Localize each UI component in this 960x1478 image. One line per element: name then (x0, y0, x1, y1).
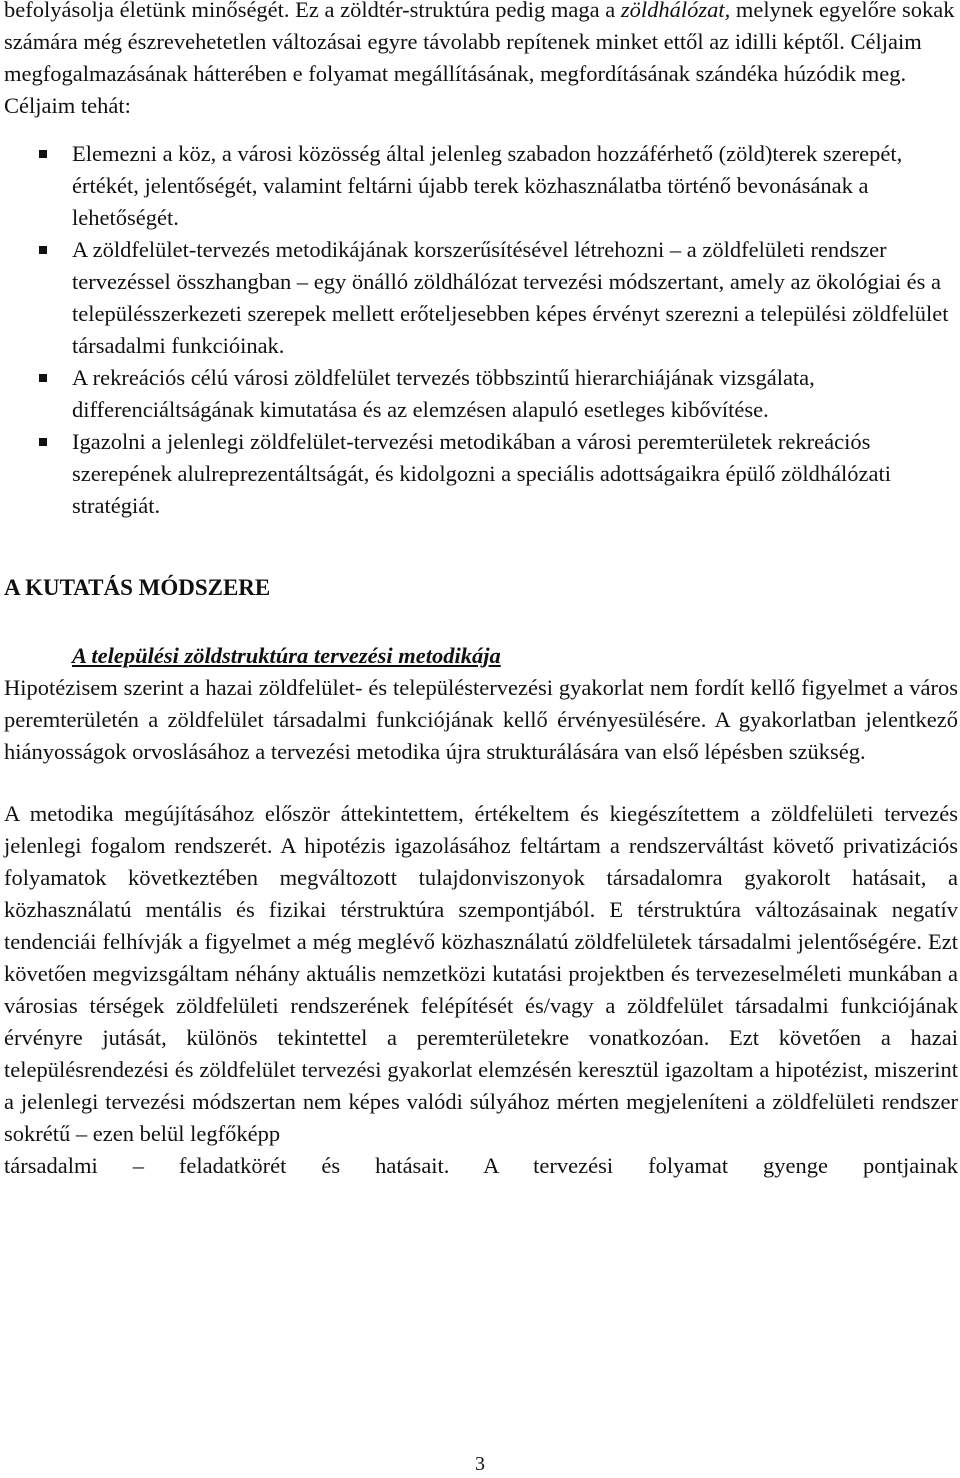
goals-list (4, 138, 958, 522)
square-bullet-icon (39, 374, 47, 382)
hypothesis-paragraph: Hipotézisem szerint a hazai zöldfelület- és településtervezési gyakorlat nem fordít kellő figyelmet a város peremterületén a zöldfelület társadalmi funkciójának kellő érvényesülésére. A gyakorlatban jelentkező hiányosságok orvoslásához a tervezési metodika újra strukturálására van első lépésben szükség. (4, 675, 958, 764)
goal-text: A zöldfelület-tervezés metodikájának korszerűsítésével létrehozni – a zöldfelületi rendszer tervezéssel összhangban – egy önálló zöldhálózat tervezési módszertant, amely az ökológiai és a településszerkezeti szerepek mellett erőteljesebben képes érvényt szerezni a települési zöldfelület társadalmi funkcióinak. (72, 237, 949, 358)
goal-item (4, 362, 958, 426)
goal-text: Elemezni a köz, a városi közösség által jelenleg szabadon hozzáférhető (zöld)terek szerepét, értékét, jelentőségét, valamint feltárni újabb terek közhasználatba történő bevonásának a lehetőségét. (72, 141, 903, 230)
document-page (4, 0, 958, 1182)
goal-text: A rekreációs célú városi zöldfelület tervezés többszintű hierarchiájának vizsgálata, differenciáltságának kimutatása és az elemzésen alapuló esetleges kibővítése. (72, 365, 815, 422)
intro-italic-term: zöldhálózat, (620, 0, 731, 22)
page-number: 3 (475, 1453, 485, 1475)
method-paragraph-last-line: társadalmi – feladatkörét és hatásait. A tervezési folyamat gyenge pontjainak (4, 1153, 958, 1178)
intro-text-2: melynek egyelőre sokak számára még észrevehetetlen változásai egyre távolabb repítenek minket ettől az idilli képtől. Céljaim megfogalmazásának hátterében e folyamat megállításának, megfordításának szándéka húzódik meg. Céljaim tehát: (4, 0, 955, 118)
paragraph-gap (4, 768, 958, 798)
goal-item (4, 138, 958, 234)
square-bullet-icon (39, 150, 47, 158)
square-bullet-icon (39, 438, 47, 446)
subsection-heading: A települési zöldstruktúra tervezési metodikája (72, 643, 501, 668)
intro-paragraph (4, 0, 958, 122)
goal-text: Igazolni a jelenlegi zöldfelület-tervezési metodikában a városi peremterületek rekreációs szerepének alulreprezentáltságát, és kidolgozni a speciális adottságaikra épülő zöldhálózati stratégiát. (72, 429, 892, 518)
intro-text-1: befolyásolja életünk minőségét. Ez a zöldtér-struktúra pedig maga a (4, 0, 621, 22)
section-heading: A KUTATÁS MÓDSZERE (4, 575, 271, 600)
square-bullet-icon (39, 246, 47, 254)
method-paragraph: A metodika megújításához először áttekintettem, értékeltem és kiegészítettem a zöldfelületi tervezés jelenlegi fogalom rendszerét. A hipotézis igazolásához feltártam a rendszerváltást követő privatizációs folyamatok következtében megváltozott tulajdonviszonyok társadalomra gyakorolt hatásait, a közhasználatú mentális és fizikai térstruktúra szempontjából. E térstruktúra változásainak negatív tendenciái felhívják a figyelmet a még meglévő közhasználatú zöldfelületek társadalmi jelentőségére. Ezt követően megvizsgáltam néhány aktuális nemzetközi kutatási projektben és tervezeselméleti munkában a városias térségek zöldfelületi rendszerének felépítését és/vagy a zöldfelület társadalmi funkciójának érvényre jutását, különös tekintettel a peremterületekre vonatkozóan. Ezt követően a hazai településrendezési és zöldfelület tervezési gyakorlat elemzésén keresztül igazoltam a hipotézist, miszerint a jelenlegi tervezési módszertan nem képes valódi súlyához mérten megjeleníteni a zöldfelületi rendszer sokrétű – ezen belül legfőképp (4, 801, 958, 1146)
goal-item (4, 234, 958, 362)
goal-item (4, 426, 958, 522)
